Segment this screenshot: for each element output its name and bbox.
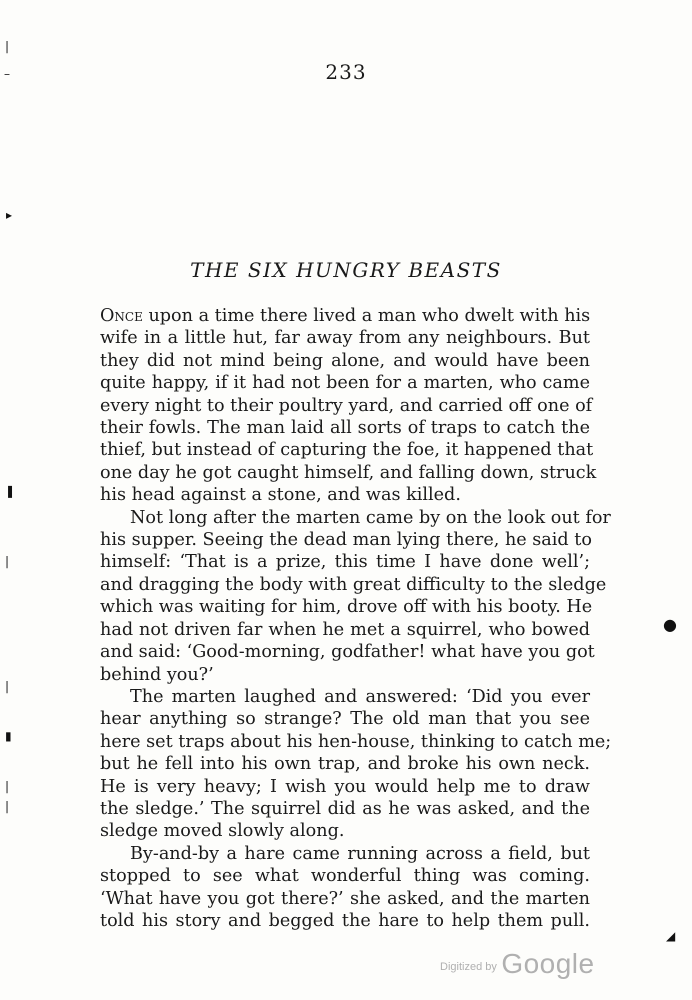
scan-artifact: |: [5, 679, 10, 693]
margin-arrow-icon: ▸: [6, 208, 13, 222]
text-line: Once upon a time there lived a man who dwelt with his: [100, 306, 591, 326]
text-line: here set traps about his hen-house, thinking to catch me;: [100, 731, 612, 752]
text-line: thief, but instead of capturing the foe, it happened that: [100, 440, 594, 461]
text-line: and said: ‘Good-morning, godfather! what have you got: [100, 642, 595, 663]
page-number: 233: [325, 60, 367, 84]
text-line: behind you?’: [100, 664, 214, 685]
text-line: one day he got caught himself, and falling down, struck: [100, 462, 597, 483]
text-line: which was waiting for him, drove off with his booty. He: [100, 597, 593, 618]
body-text: [100, 305, 612, 932]
digitized-watermark: [440, 948, 595, 980]
text-line: and dragging the body with great difficulty to the sledge: [100, 574, 607, 595]
text-line: By-and-by a hare came running across a field, but: [130, 843, 590, 864]
text-line: sledge moved slowly along.: [100, 821, 345, 842]
paragraph-2: [100, 507, 611, 686]
text-line: his head against a stone, and was killed.: [100, 485, 461, 506]
scan-artifact: |: [5, 799, 10, 813]
text-line: they did not mind being alone, and would have been: [100, 350, 590, 371]
scan-artifact: |: [5, 554, 10, 568]
chapter-title: THE SIX HUNGRY BEASTS: [190, 258, 502, 282]
scan-artifact: ❚: [5, 484, 16, 498]
text-line: the sledge.’ The squirrel did as he was asked, and the: [100, 798, 590, 819]
text-line: had not driven far when he met a squirrel, who bowed: [100, 619, 590, 640]
text-line: himself: ‘That is a prize, this time I have done well’;: [100, 552, 590, 573]
drop-word: Once: [100, 306, 143, 326]
text-line: The marten laughed and answered: ‘Did you ever: [130, 686, 590, 707]
text-line: but he fell into his own trap, and broke his own neck.: [100, 754, 590, 775]
text-line: He is very heavy; I wish you would help me to draw: [100, 776, 590, 797]
text-line: Not long after the marten came by on the look out for: [130, 507, 611, 528]
text-line: told his story and begged the hare to help them pull.: [100, 910, 590, 931]
scan-artifact: –: [4, 67, 10, 81]
scan-artifact: |: [5, 39, 10, 53]
text-line: ‘What have you got there?’ she asked, and the marten: [100, 888, 590, 909]
margin-triangle-icon: ◢: [666, 929, 676, 943]
text-line: quite happy, if it had not been for a marten, who came: [100, 373, 590, 394]
scan-artifact: |: [5, 779, 10, 793]
text-line: hear anything so strange? The old man that you see: [100, 709, 590, 730]
watermark-prefix: Digitized by: [440, 961, 497, 973]
google-logo: Google: [501, 948, 595, 979]
scan-artifact: ▮: [5, 729, 12, 743]
paragraph-4: [100, 843, 590, 933]
text-line: every night to their poultry yard, and carried off one of: [100, 395, 593, 416]
text-line: wife in a little hut, far away from any neighbours. But: [100, 328, 590, 349]
margin-dot-icon: ●: [663, 615, 677, 634]
paragraph-1: [100, 305, 597, 507]
paragraph-3: [100, 686, 612, 843]
text-line: his supper. Seeing the dead man lying there, he said to: [100, 530, 592, 551]
text-line: stopped to see what wonderful thing was coming.: [100, 866, 590, 887]
text-line: their fowls. The man laid all sorts of traps to catch the: [100, 418, 590, 439]
